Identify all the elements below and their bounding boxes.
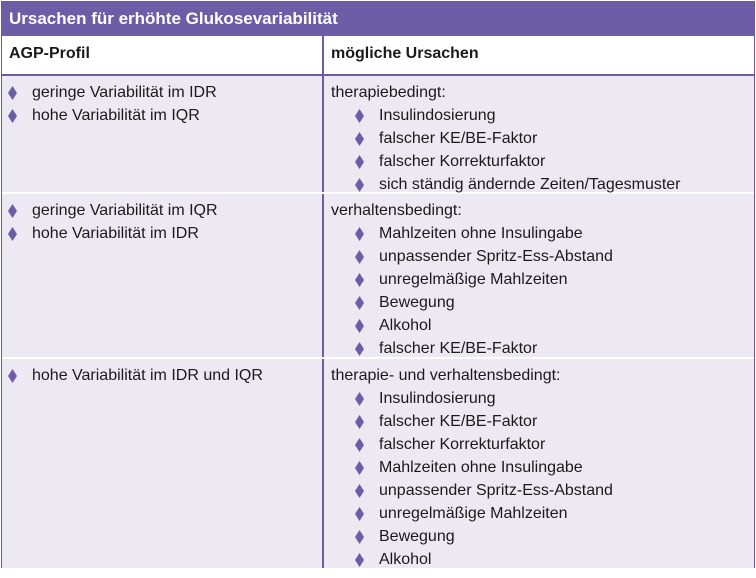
cause-item xyxy=(331,548,754,571)
profile-item-text: hohe Variabilität im IQR xyxy=(32,107,200,124)
diamond-icon xyxy=(355,319,364,333)
diamond-icon xyxy=(355,415,364,429)
profile-item-text: hohe Variabilität im IDR xyxy=(32,225,199,242)
profile-item xyxy=(8,104,322,127)
diamond-icon xyxy=(355,342,364,356)
cause-item-text: unregelmäßige Mahlzeiten xyxy=(379,505,568,522)
table-row xyxy=(2,76,754,194)
diamond-icon xyxy=(355,484,364,498)
diamond-icon xyxy=(8,227,17,241)
cause-item xyxy=(331,410,754,433)
cause-item-text: falscher Korrekturfaktor xyxy=(379,153,546,170)
causes-cell xyxy=(324,359,754,568)
profile-item xyxy=(8,222,322,245)
diamond-icon xyxy=(355,109,364,123)
diamond-icon xyxy=(355,438,364,452)
profile-item xyxy=(8,364,322,387)
cause-item-text: falscher KE/BE-Faktor xyxy=(379,413,538,430)
table-title: Ursachen für erhöhte Glukosevariabilität xyxy=(2,2,754,36)
cause-item xyxy=(331,104,754,127)
cause-item xyxy=(331,291,754,314)
cause-category: verhaltensbedingt: xyxy=(331,202,462,219)
cause-item xyxy=(331,314,754,337)
diamond-icon xyxy=(355,392,364,406)
diamond-icon xyxy=(355,227,364,241)
agp-profile-cell xyxy=(2,76,324,192)
table-body xyxy=(2,76,754,568)
cause-item-text: Mahlzeiten ohne Insulingabe xyxy=(379,459,583,476)
diamond-icon xyxy=(355,507,364,521)
diamond-icon xyxy=(355,296,364,310)
diamond-icon xyxy=(355,273,364,287)
cause-item xyxy=(331,502,754,525)
cause-item xyxy=(331,433,754,456)
cause-category: therapiebedingt: xyxy=(331,84,446,101)
profile-item xyxy=(8,81,322,104)
cause-item xyxy=(331,245,754,268)
diamond-icon xyxy=(355,250,364,264)
cause-item-text: unpassender Spritz-Ess-Abstand xyxy=(379,482,613,499)
cause-item-text: Insulindosierung xyxy=(379,390,496,407)
table-row xyxy=(2,359,754,568)
header-row xyxy=(2,36,754,76)
diamond-icon xyxy=(355,553,364,567)
header-possible-causes: mögliche Ursachen xyxy=(331,45,479,62)
profile-item-text: geringe Variabilität im IDR xyxy=(32,84,217,101)
cause-item-text: Alkohol xyxy=(379,317,432,334)
cause-item xyxy=(331,456,754,479)
header-agp-profile: AGP-Profil xyxy=(2,36,324,74)
diamond-icon xyxy=(8,86,17,100)
diamond-icon xyxy=(355,155,364,169)
cause-category: therapie- und verhaltensbedingt: xyxy=(331,367,561,384)
agp-profile-cell xyxy=(2,194,324,357)
cause-item-text: Bewegung xyxy=(379,528,455,545)
cause-item xyxy=(331,387,754,410)
cause-item xyxy=(331,525,754,548)
cause-item-text: falscher KE/BE-Faktor xyxy=(379,130,538,147)
cause-item-text: Alkohol xyxy=(379,551,432,568)
diamond-icon xyxy=(355,178,364,192)
cause-item-text: unregelmäßige Mahlzeiten xyxy=(379,271,568,288)
cause-item xyxy=(331,222,754,245)
cause-item-text: Insulindosierung xyxy=(379,107,496,124)
profile-item-text: geringe Variabilität im IQR xyxy=(32,202,218,219)
diamond-icon xyxy=(8,204,17,218)
causes-cell xyxy=(324,76,754,192)
cause-item-text: Bewegung xyxy=(379,294,455,311)
causes-table xyxy=(1,1,755,568)
causes-cell xyxy=(324,194,754,357)
cause-item xyxy=(331,268,754,291)
profile-item-text: hohe Variabilität im IDR und IQR xyxy=(32,367,263,384)
diamond-icon xyxy=(355,461,364,475)
cause-item xyxy=(331,337,754,360)
cause-item-text: unpassender Spritz-Ess-Abstand xyxy=(379,248,613,265)
cause-item xyxy=(331,479,754,502)
cause-item xyxy=(331,173,754,196)
agp-profile-cell xyxy=(2,359,324,568)
cause-item xyxy=(331,127,754,150)
cause-item-text: falscher Korrekturfaktor xyxy=(379,436,546,453)
cause-item xyxy=(331,150,754,173)
cause-item-text: falscher KE/BE-Faktor xyxy=(379,340,538,357)
diamond-icon xyxy=(355,132,364,146)
profile-item xyxy=(8,199,322,222)
cause-item-text: sich ständig ändernde Zeiten/Tagesmuster xyxy=(379,176,681,193)
diamond-icon xyxy=(355,530,364,544)
table-row xyxy=(2,194,754,359)
diamond-icon xyxy=(8,369,17,383)
diamond-icon xyxy=(8,109,17,123)
cause-item-text: Mahlzeiten ohne Insulingabe xyxy=(379,225,583,242)
